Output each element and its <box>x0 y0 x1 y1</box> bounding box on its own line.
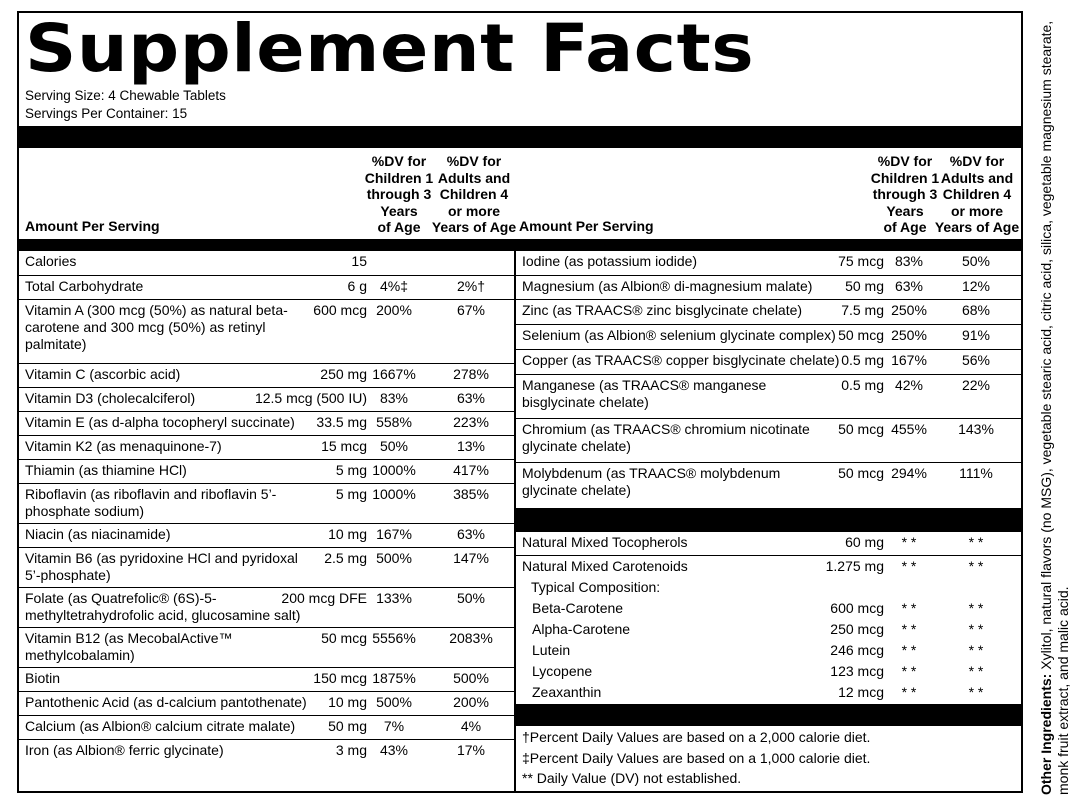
dv-adults: 50% <box>456 590 486 606</box>
dv-children: 63% <box>894 278 924 294</box>
nutrient-amount: 60 mg <box>845 534 884 550</box>
dv-adults-header-right <box>933 153 1021 236</box>
dv-children: 500% <box>376 694 412 710</box>
amount-per-serving-header-left: Amount Per Serving <box>25 218 160 234</box>
dv-adults: 50% <box>961 253 991 269</box>
nutrient-amount: 0.5 mg <box>841 352 884 368</box>
footnote-dv-not-established: ** Daily Value (DV) not established. <box>522 770 742 786</box>
carotenoid-amount: 600 mcg <box>830 600 884 616</box>
nutrient-name: Vitamin B6 (as pyridoxine HCl and pyridoxal 5’-phosphate) <box>25 550 298 583</box>
nutrient-name: Thiamin (as thiamine HCl) <box>25 462 187 478</box>
dv-adults: 2083% <box>449 630 493 646</box>
dv-children: * * <box>901 621 917 637</box>
carotenoid-amount: 123 mcg <box>830 663 884 679</box>
carotenoid-name: Zeaxanthin <box>532 684 602 700</box>
nutrient-name: Folate (as Quatrefolic® (6S)-5-methyltetrahydrofolic acid, glucosamine salt) <box>25 590 301 623</box>
nutrient-amount: 1.275 mg <box>825 558 884 574</box>
dv-children: * * <box>901 663 917 679</box>
dv-adults: * * <box>968 534 984 550</box>
dv-children: 167% <box>891 352 927 368</box>
nutrient-amount: 150 mcg <box>313 670 367 686</box>
dv-adults: 143% <box>958 421 994 437</box>
nutrient-name: Manganese (as TRAACS® manganese bisglycinate chelate) <box>522 377 767 410</box>
dv-adults: 417% <box>453 462 489 478</box>
nutrient-name: Chromium (as TRAACS® chromium nicotinate glycinate chelate) <box>522 421 810 454</box>
nutrient-name: Calories <box>25 253 77 269</box>
dv-children: 558% <box>376 414 412 430</box>
nutrient-amount: 7.5 mg <box>841 302 884 318</box>
dv-header-line: Children 1 <box>364 169 434 186</box>
panel-title: Supplement Facts <box>25 10 755 87</box>
dv-children: 43% <box>379 742 409 758</box>
nutrient-amount: 10 mg <box>328 526 367 542</box>
dv-adults: 147% <box>453 550 489 566</box>
dv-children: * * <box>901 684 917 700</box>
nutrient-amount: 5 mg <box>335 462 367 478</box>
nutrient-amount: 50 mcg <box>838 421 884 437</box>
dv-adults: 17% <box>456 742 486 758</box>
carotenoid-row <box>516 600 1021 620</box>
dv-adults: 385% <box>453 486 489 502</box>
dv-children: 83% <box>379 390 409 406</box>
table-row <box>19 363 514 387</box>
dv-children: 4%‡ <box>379 278 409 294</box>
dv-children: 1875% <box>372 670 416 686</box>
dv-children: 167% <box>376 526 412 542</box>
typical-composition-label: Typical Composition: <box>531 579 661 595</box>
table-row <box>516 418 1021 462</box>
dv-children: 83% <box>894 253 924 269</box>
dv-children: 7% <box>383 718 405 734</box>
table-row <box>516 532 1021 555</box>
table-row <box>19 387 514 411</box>
nutrient-name: Magnesium (as Albion® di-magnesium malate) <box>522 278 813 294</box>
carotenoid-amount: 12 mcg <box>838 684 884 700</box>
other-ingredients-label: Other Ingredients: <box>1038 673 1054 795</box>
nutrient-amount: 5 mg <box>335 486 367 502</box>
dv-header-line: Years of Age <box>431 219 517 235</box>
nutrient-name: Niacin (as niacinamide) <box>25 526 171 542</box>
header-divider-bar <box>19 239 1021 251</box>
dv-header-line: Years <box>380 202 418 219</box>
serving-size: Serving Size: 4 Chewable Tablets <box>25 88 226 103</box>
table-row <box>516 275 1021 299</box>
nutrient-amount: 12.5 mcg (500 IU) <box>254 390 367 406</box>
nutrient-name: Iodine (as potassium iodide) <box>522 253 698 269</box>
nutrient-name: Vitamin C (ascorbic acid) <box>25 366 181 382</box>
nutrient-name: Total Carbohydrate <box>25 278 144 294</box>
nutrient-amount: 15 <box>351 253 367 269</box>
nutrient-name: Calcium (as Albion® calcium citrate malate) <box>25 718 296 734</box>
table-row <box>516 374 1021 418</box>
table-row <box>19 299 514 363</box>
dv-header-line: Children 1 <box>870 169 940 186</box>
dv-children: 200% <box>376 302 412 318</box>
dv-children-header-left <box>359 153 439 236</box>
table-row <box>516 462 1021 508</box>
dv-header-line: Children 4 <box>439 186 509 202</box>
dv-header-line: Adults and <box>940 169 1014 186</box>
nutrient-amount: 75 mcg <box>838 253 884 269</box>
dv-adults: 4% <box>460 718 482 734</box>
nutrient-name: Copper (as TRAACS® copper bisglycinate chelate) <box>522 352 840 368</box>
carotenoid-row <box>516 642 1021 662</box>
table-row <box>19 523 514 547</box>
dv-children: 1000% <box>372 462 416 478</box>
dv-children: 50% <box>379 438 409 454</box>
dv-header-line: through 3 <box>366 186 432 202</box>
dv-adults: 2%† <box>456 278 486 294</box>
nutrient-name: Vitamin E (as d-alpha tocopheryl succinate) <box>25 414 295 430</box>
dv-adults: 12% <box>961 278 991 294</box>
dv-children: 294% <box>891 465 927 481</box>
footnote-1000: ‡Percent Daily Values are based on a 1,000 calorie diet. <box>522 750 871 766</box>
nutrient-amount: 50 mcg <box>838 465 884 481</box>
table-row <box>19 483 514 523</box>
carotenoid-row <box>516 663 1021 683</box>
nutrient-amount: 2.5 mg <box>324 550 367 566</box>
table-row <box>19 251 514 275</box>
dv-adults: 63% <box>456 526 486 542</box>
supplement-facts-panel <box>17 11 1023 793</box>
nutrient-amount: 250 mg <box>320 366 367 382</box>
nutrient-name: Molybdenum (as TRAACS® molybdenum glycinate chelate) <box>522 465 781 498</box>
dv-children: 500% <box>376 550 412 566</box>
dv-adults: 200% <box>453 694 489 710</box>
nutrient-name: Zinc (as TRAACS® zinc bisglycinate chelate) <box>522 302 803 318</box>
table-row <box>19 667 514 691</box>
nutrient-amount: 3 mg <box>335 742 367 758</box>
nutrient-name: Riboflavin (as riboflavin and riboflavin 5’-phosphate sodium) <box>25 486 277 519</box>
dv-adults: * * <box>968 663 984 679</box>
dv-adults: 22% <box>961 377 991 393</box>
header-bar <box>19 126 1021 148</box>
dv-adults: 13% <box>456 438 486 454</box>
carotenoid-name: Alpha-Carotene <box>532 621 631 637</box>
dv-header-line: Children 4 <box>942 186 1012 202</box>
carotenoid-amount: 246 mcg <box>830 642 884 658</box>
dv-children: * * <box>901 600 917 616</box>
nutrient-amount: 15 mcg <box>321 438 367 454</box>
nutrient-amount: 600 mcg <box>313 302 367 318</box>
table-row <box>19 627 514 667</box>
dv-children: 1000% <box>372 486 416 502</box>
nutrient-amount: 0.5 mg <box>841 377 884 393</box>
nutrient-name: Vitamin D3 (cholecalciferol) <box>25 390 196 406</box>
carotenoid-name: Lutein <box>532 642 571 658</box>
dv-children: 42% <box>894 377 924 393</box>
dv-adults: 68% <box>961 302 991 318</box>
dv-header-line: or more <box>950 202 1004 219</box>
amount-per-serving-header-right: Amount Per Serving <box>519 218 654 234</box>
dv-children: 250% <box>891 327 927 343</box>
nutrient-name: Biotin <box>25 670 61 686</box>
nutrient-amount: 50 mcg <box>321 630 367 646</box>
dv-children: * * <box>901 534 917 550</box>
carotenoid-row <box>516 621 1021 641</box>
section-bar-1 <box>516 508 1021 532</box>
servings-per-container: Servings Per Container: 15 <box>25 106 188 121</box>
dv-children <box>369 251 419 253</box>
nutrient-amount: 6 g <box>347 278 367 294</box>
other-ingredients-text: Xylitol, natural flavors (no MSG), vegetable stearic acid, citric acid, silica, vegetable magnesium stearate, monk fruit extract, and malic acid. <box>1038 20 1071 795</box>
nutrient-name: Vitamin A (300 mcg (50%) as natural beta-carotene and 300 mcg (50%) as retinyl palmitate) <box>25 302 288 352</box>
dv-header-line: through 3 <box>872 186 938 202</box>
table-row <box>19 459 514 483</box>
table-row <box>19 739 514 763</box>
nutrient-amount: 200 mcg DFE <box>281 590 367 606</box>
nutrient-amount: 50 mg <box>328 718 367 734</box>
dv-adults: 63% <box>456 390 486 406</box>
dv-children: 5556% <box>372 630 416 646</box>
dv-children: 1667% <box>372 366 416 382</box>
dv-header-line: Adults and <box>437 169 511 186</box>
dv-header-line: %DV for <box>877 153 933 169</box>
nutrient-name: Natural Mixed Carotenoids <box>522 558 688 574</box>
dv-children: 455% <box>891 421 927 437</box>
dv-adults: 111% <box>959 465 993 481</box>
dv-adults: * * <box>968 558 984 574</box>
other-ingredients <box>1038 15 1072 795</box>
table-row <box>19 587 514 627</box>
dv-children: * * <box>901 558 917 574</box>
dv-adults: 278% <box>453 366 489 382</box>
carotenoid-name: Lycopene <box>532 663 593 679</box>
table-row <box>19 715 514 739</box>
dv-adults: 67% <box>456 302 486 318</box>
nutrient-name: Iron (as Albion® ferric glycinate) <box>25 742 224 758</box>
table-row <box>19 411 514 435</box>
table-row <box>19 691 514 715</box>
dv-header-line: %DV for <box>446 153 502 169</box>
nutrient-amount: 50 mcg <box>838 327 884 343</box>
nutrient-name: Vitamin K2 (as menaquinone-7) <box>25 438 222 454</box>
nutrient-name: Vitamin B12 (as MecobalActive™ methylcobalamin) <box>25 630 233 663</box>
dv-header-line: %DV for <box>371 153 427 169</box>
nutrient-name: Pantothenic Acid (as d-calcium pantothenate) <box>25 694 307 710</box>
carotenoid-name: Beta-Carotene <box>532 600 624 616</box>
table-row <box>19 435 514 459</box>
table-row <box>516 299 1021 324</box>
dv-children: 250% <box>891 302 927 318</box>
dv-adults: 500% <box>453 670 489 686</box>
carotenoid-row <box>516 684 1021 704</box>
nutrient-amount: 50 mg <box>845 278 884 294</box>
carotenoid-amount: 250 mcg <box>830 621 884 637</box>
section-bar-2 <box>516 704 1021 726</box>
dv-children: * * <box>901 642 917 658</box>
table-row <box>516 555 1021 578</box>
dv-adults: 91% <box>961 327 991 343</box>
dv-adults <box>439 251 503 253</box>
dv-adults: * * <box>968 684 984 700</box>
dv-adults-header-left <box>429 153 519 236</box>
dv-header-line: Years of Age <box>934 219 1020 235</box>
footnote-2000: †Percent Daily Values are based on a 2,000 calorie diet. <box>522 729 871 745</box>
dv-adults: * * <box>968 642 984 658</box>
nutrient-name: Natural Mixed Tocopherols <box>522 534 688 550</box>
dv-children: 133% <box>376 590 412 606</box>
dv-adults: * * <box>968 621 984 637</box>
dv-header-line: Years <box>886 202 924 219</box>
dv-header-line: of Age <box>377 219 421 235</box>
dv-adults: * * <box>968 600 984 616</box>
dv-header-line: of Age <box>883 219 927 235</box>
nutrient-name: Selenium (as Albion® selenium glycinate complex) <box>522 327 836 343</box>
table-row <box>19 275 514 299</box>
dv-header-line: %DV for <box>949 153 1005 169</box>
dv-adults: 56% <box>961 352 991 368</box>
nutrient-amount: 33.5 mg <box>316 414 367 430</box>
dv-adults: 223% <box>453 414 489 430</box>
table-row <box>19 547 514 587</box>
nutrient-amount: 10 mg <box>328 694 367 710</box>
table-row <box>516 349 1021 374</box>
table-row <box>516 251 1021 275</box>
table-row <box>516 324 1021 349</box>
dv-header-line: or more <box>447 202 501 219</box>
